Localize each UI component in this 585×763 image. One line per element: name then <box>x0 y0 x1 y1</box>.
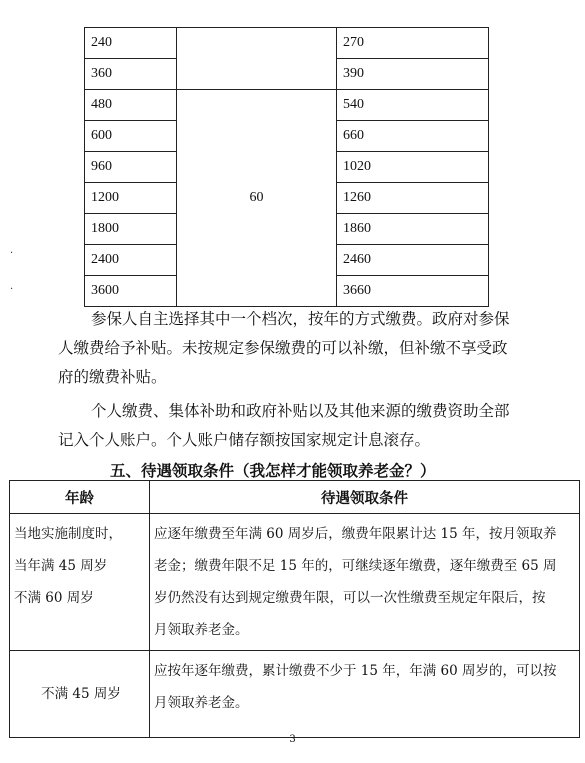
condition-line: 月领取养老金。 <box>154 695 249 711</box>
age-column-header: 年龄 <box>10 481 150 514</box>
contribution-tiers-table <box>84 27 489 307</box>
tier-total-cell: 540 <box>337 90 489 121</box>
tier-total-cell: 390 <box>337 59 489 90</box>
page-number: 3 <box>289 734 296 745</box>
condition-column-header: 待遇领取条件 <box>150 481 580 514</box>
subsidy-merged-cell: 60 <box>177 90 337 307</box>
tier-level-cell: 3600 <box>85 276 177 307</box>
condition-line: 应按年逐年缴费，累计缴费不少于 15 年，年满 60 周岁的，可以按 <box>154 663 557 679</box>
section-heading: 五、待遇领取条件（我怎样才能领取养老金？） <box>110 461 436 480</box>
condition-line: 应逐年缴费至年满 60 周岁后，缴费年限累计达 15 年，按月领取养 <box>154 526 557 542</box>
tier-level-cell: 480 <box>85 90 177 121</box>
table-row <box>10 651 580 738</box>
scan-speck: · <box>10 284 14 295</box>
table-row <box>85 90 489 121</box>
paragraph-line: 人缴费给予补贴。未按规定参保缴费的可以补缴，但补缴不享受政 <box>58 339 508 357</box>
age-line: 当年满 45 周岁 <box>14 558 108 574</box>
tier-level-cell: 1200 <box>85 183 177 214</box>
subsidy-cell-empty <box>177 28 337 90</box>
age-line: 当地实施制度时， <box>14 526 122 542</box>
paragraph-line: 参保人自主选择其中一个档次，按年的方式缴费。政府对参保 <box>91 310 510 328</box>
age-cell <box>10 514 150 651</box>
eligibility-conditions-table <box>9 480 580 738</box>
table-header-row <box>10 481 580 514</box>
tier-total-cell: 270 <box>337 28 489 59</box>
table-row <box>10 514 580 651</box>
tier-level-cell: 1800 <box>85 214 177 245</box>
paragraph-line: 个人缴费、集体补助和政府补贴以及其他来源的缴费资助全部 <box>91 402 510 420</box>
tier-level-cell: 600 <box>85 121 177 152</box>
condition-line: 老金；缴费年限不足 15 年的，可继续逐年缴费，逐年缴费至 65 周 <box>154 558 557 574</box>
tier-total-cell: 1860 <box>337 214 489 245</box>
condition-cell <box>150 651 580 738</box>
condition-cell <box>150 514 580 651</box>
scan-speck: · <box>10 248 14 259</box>
condition-line: 月领取养老金。 <box>154 622 249 638</box>
tier-total-cell: 3660 <box>337 276 489 307</box>
tier-level-cell: 240 <box>85 28 177 59</box>
age-cell: 不满 45 周岁 <box>10 651 150 738</box>
tier-level-cell: 960 <box>85 152 177 183</box>
paragraph-line: 记入个人账户。个人账户储存额按国家规定计息滚存。 <box>58 431 431 449</box>
paragraph-line: 府的缴费补贴。 <box>58 368 167 386</box>
tier-level-cell: 360 <box>85 59 177 90</box>
age-line: 不满 60 周岁 <box>14 590 94 606</box>
paragraph-payment-method <box>58 305 538 392</box>
condition-line: 岁仍然没有达到规定缴费年限，可以一次性缴费至规定年限后，按 <box>154 590 546 606</box>
tier-total-cell: 1020 <box>337 152 489 183</box>
paragraph-personal-account <box>58 397 538 455</box>
tier-total-cell: 660 <box>337 121 489 152</box>
table-row <box>85 28 489 59</box>
tier-level-cell: 2400 <box>85 245 177 276</box>
tier-total-cell: 1260 <box>337 183 489 214</box>
tier-total-cell: 2460 <box>337 245 489 276</box>
